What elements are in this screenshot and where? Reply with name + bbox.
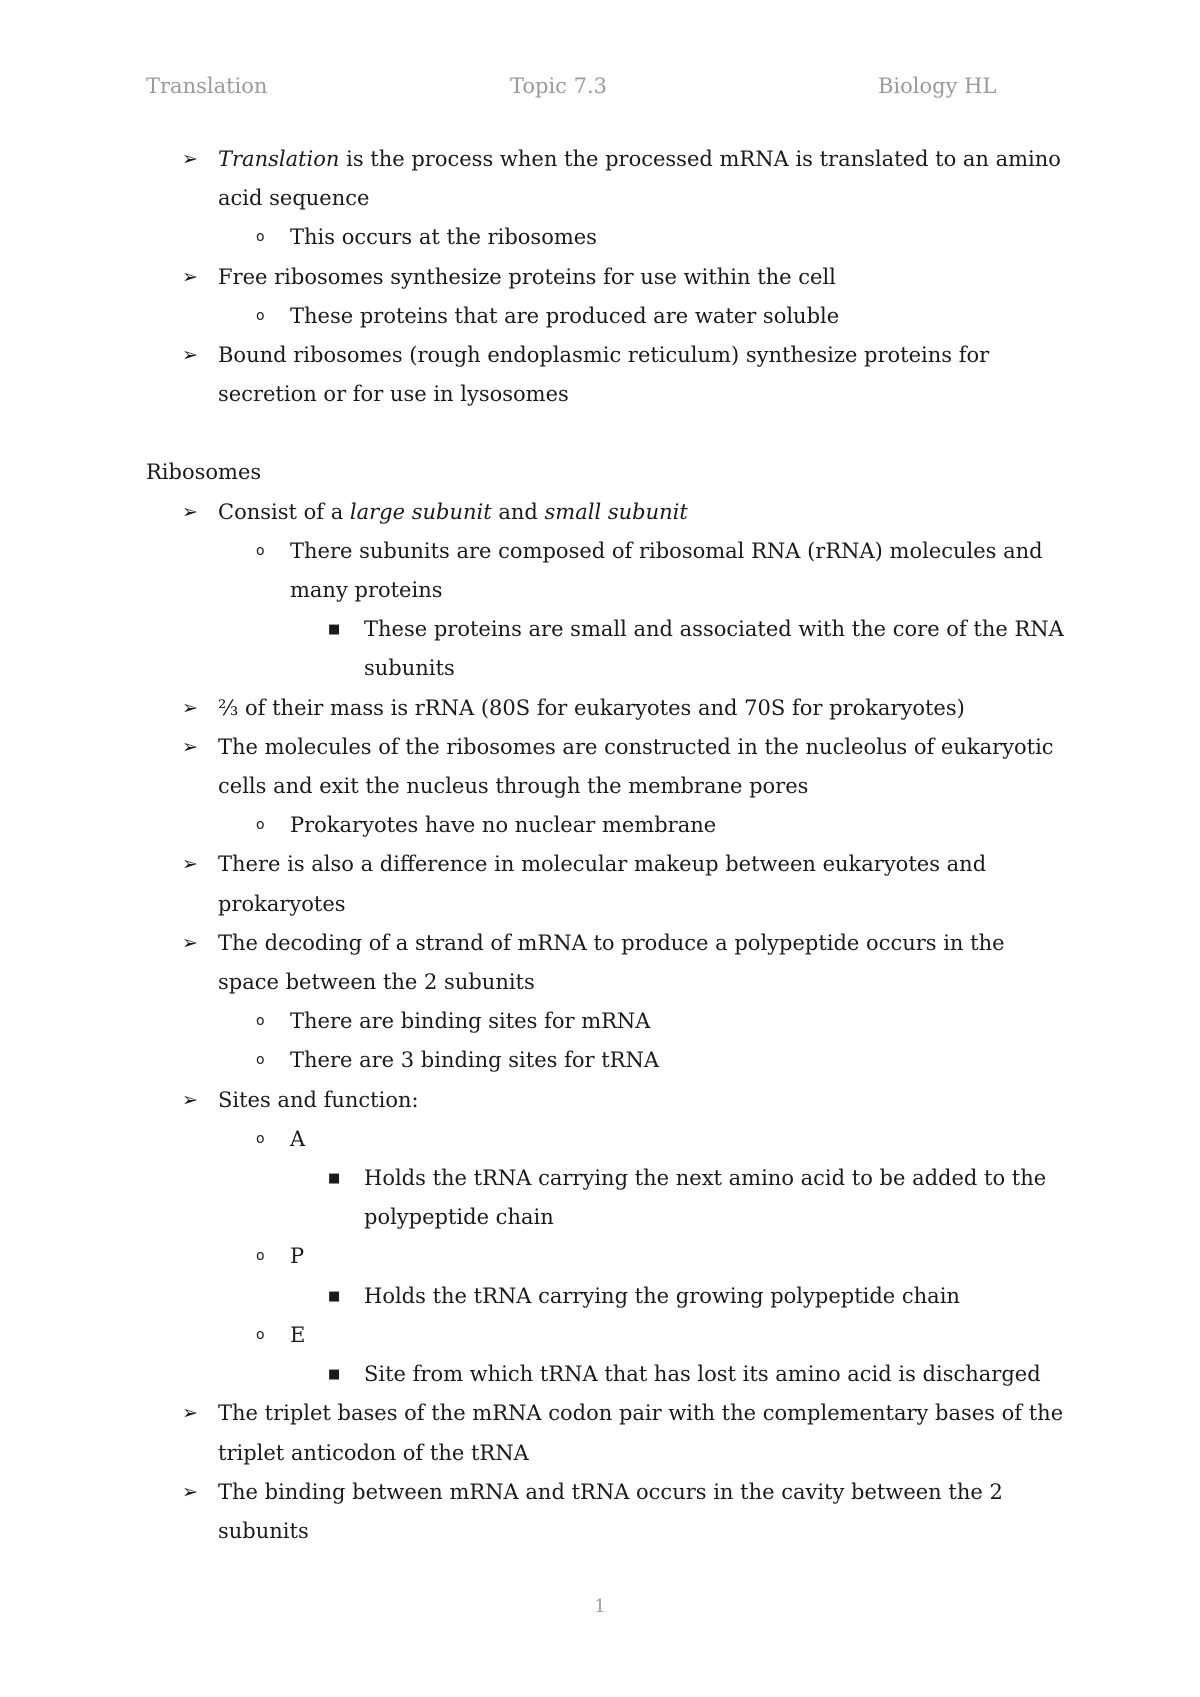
section-heading: Ribosomes (146, 460, 262, 485)
header-title: Translation (146, 74, 268, 98)
list-item (146, 924, 1066, 1002)
list-item (146, 1394, 1066, 1472)
list-item-text: Free ribosomes synthesize proteins for use within the cell (218, 264, 836, 289)
list-item (146, 493, 1066, 532)
list-item-text: and (491, 499, 545, 524)
list-item-text: Bound ribosomes (rough endoplasmic reticulum) synthesize proteins for secretion or for use in lysosomes (218, 343, 990, 407)
site-label-a: A (290, 1126, 306, 1151)
page-number: 1 (594, 1596, 606, 1617)
circle-bullet-icon: o (256, 1326, 265, 1343)
arrow-bullet-icon: ➢ (182, 696, 198, 719)
sub-sub-list-item (146, 1159, 1066, 1237)
list-item-text: Holds the tRNA carrying the next amino acid to be added to the polypeptide chain (364, 1166, 1047, 1230)
sub-sub-list-item (146, 1355, 1066, 1394)
sub-list-item (146, 218, 1066, 257)
sub-list-item (146, 1237, 1066, 1276)
site-label-p: P (290, 1244, 305, 1269)
list-item (146, 336, 1066, 414)
list-item-text: Holds the tRNA carrying the growing polypeptide chain (364, 1283, 960, 1308)
list-item-text: There is also a difference in molecular makeup between eukaryotes and prokaryotes (218, 852, 987, 916)
arrow-bullet-icon: ➢ (182, 500, 198, 523)
sub-list-item (146, 1041, 1066, 1080)
sub-list-item (146, 532, 1066, 610)
page-header (146, 74, 997, 104)
square-bullet-icon: ■ (328, 1171, 341, 1187)
header-subject: Biology HL (878, 74, 997, 98)
list-item-text: There are binding sites for mRNA (290, 1009, 651, 1034)
arrow-bullet-icon: ➢ (182, 1088, 198, 1111)
document-body (146, 140, 1066, 1551)
list-item (146, 689, 1066, 728)
circle-bullet-icon: o (256, 1013, 265, 1030)
arrow-bullet-icon: ➢ (182, 853, 198, 876)
circle-bullet-icon: o (256, 229, 265, 246)
term-large-subunit: large subunit (349, 499, 492, 524)
sub-list-item (146, 297, 1066, 336)
circle-bullet-icon: o (256, 1130, 265, 1147)
list-item-text: This occurs at the ribosomes (290, 225, 597, 250)
square-bullet-icon: ■ (328, 622, 341, 638)
list-item-text: These proteins are small and associated with the core of the RNA subunits (364, 617, 1064, 681)
square-bullet-icon: ■ (328, 1288, 341, 1304)
sub-sub-list-item (146, 610, 1066, 688)
arrow-bullet-icon: ➢ (182, 1480, 198, 1503)
circle-bullet-icon: o (256, 542, 265, 559)
term-small-subunit: small subunit (544, 499, 688, 524)
list-item-text: Consist of a (218, 499, 350, 524)
list-item-text: Site from which tRNA that has lost its amino acid is discharged (364, 1362, 1041, 1387)
list-item (146, 258, 1066, 297)
term-translation: Translation (218, 147, 340, 171)
square-bullet-icon: ■ (328, 1367, 341, 1383)
list-item (146, 728, 1066, 806)
arrow-bullet-icon: ➢ (182, 344, 198, 367)
list-item (146, 1081, 1066, 1120)
arrow-bullet-icon: ➢ (182, 265, 198, 288)
list-item-text: The decoding of a strand of mRNA to produce a polypeptide occurs in the space between the 2 subunits (218, 930, 1005, 995)
list-item-text: The molecules of the ribosomes are constructed in the nucleolus of eukaryotic cells and exit the nucleus through the membrane pores (218, 734, 1054, 799)
list-item-text: These proteins that are produced are water soluble (290, 303, 840, 328)
circle-bullet-icon: o (256, 307, 265, 324)
list-item-text: The binding between mRNA and tRNA occurs in the cavity between the 2 subunits (218, 1479, 1003, 1543)
list-item-text: The triplet bases of the mRNA codon pair with the complementary bases of the triplet anticodon of the tRNA (218, 1401, 1064, 1465)
arrow-bullet-icon: ➢ (182, 931, 198, 954)
list-item-text: ⅔ of their mass is rRNA (80S for eukaryotes and 70S for prokaryotes) (218, 695, 965, 720)
circle-bullet-icon: o (256, 1052, 265, 1069)
sub-list-item (146, 806, 1066, 845)
sub-list-item (146, 1120, 1066, 1159)
sub-list-item (146, 1002, 1066, 1041)
sub-list-item (146, 1316, 1066, 1355)
site-label-e: E (290, 1322, 306, 1347)
list-item (146, 140, 1066, 218)
arrow-bullet-icon: ➢ (182, 148, 198, 170)
list-item-text: There are 3 binding sites for tRNA (290, 1048, 660, 1073)
list-item-text: is the process when the processed mRNA is translated to an amino acid sequence (218, 147, 1061, 211)
circle-bullet-icon: o (256, 817, 265, 834)
list-item (146, 845, 1066, 923)
list-item-text: There subunits are composed of ribosomal RNA (rRNA) molecules and many proteins (290, 538, 1043, 603)
arrow-bullet-icon: ➢ (182, 735, 198, 758)
arrow-bullet-icon: ➢ (182, 1402, 198, 1425)
circle-bullet-icon: o (256, 1248, 265, 1265)
header-topic: Topic 7.3 (510, 74, 608, 98)
list-item-text: Sites and function: (218, 1087, 419, 1112)
list-item-text: Prokaryotes have no nuclear membrane (290, 813, 717, 838)
list-item (146, 1473, 1066, 1551)
sub-sub-list-item (146, 1277, 1066, 1316)
